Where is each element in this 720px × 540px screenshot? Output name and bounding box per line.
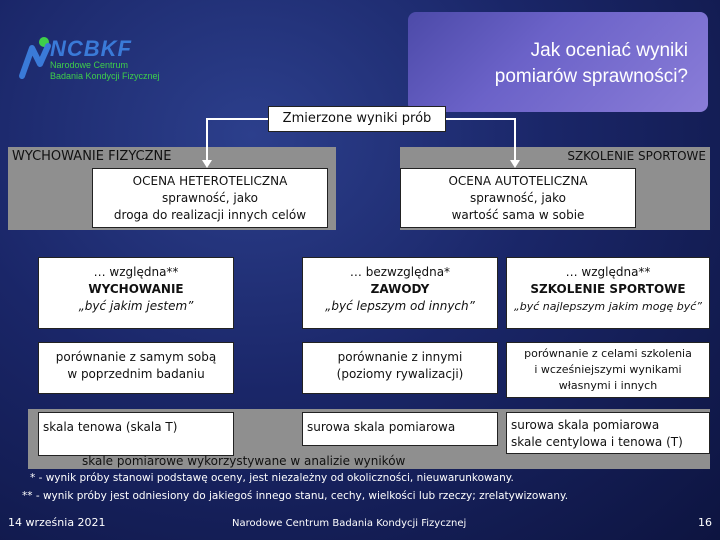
footnote-absolute: * - wynik próby stanowi podstawę oceny, jest niezależny od okoliczności, nieuwarunkowany. (30, 472, 514, 484)
others-comparison-box (302, 342, 498, 394)
scales-caption: skale pomiarowe wykorzystywane w analizie wyników (82, 454, 406, 468)
raw-scale-label: surowa skala pomiarowa (307, 420, 456, 434)
measured-results-box (268, 106, 446, 132)
raw-scale-box (302, 412, 498, 446)
logo-line1: Narodowe Centrum (50, 60, 129, 70)
arrow-down-left-icon (202, 160, 212, 168)
heterotelic-title: OCENA HETEROTELICZNA (132, 174, 288, 188)
connector-left-v (206, 118, 208, 162)
goals-comparison-line1: porównanie z celami szkolenia (524, 347, 692, 360)
page-title-line2: pomiarów sprawności? (494, 66, 688, 87)
title-panel (408, 12, 708, 112)
competition-motto: „być lepszym od innych” (325, 299, 475, 313)
competition-label: ZAWODY (370, 282, 430, 296)
heterotelic-line3: droga do realizacji innych celów (113, 208, 307, 222)
goals-comparison-line3: własnymi i innych (558, 379, 658, 392)
centile-scale-line2: skale centylowa i tenowa (T) (511, 435, 683, 449)
autotelic-line3: wartość sama w sobie (451, 208, 585, 222)
measured-results-label: Zmierzone wyniki prób (282, 111, 432, 126)
sport-training-header: SZKOLENIE SPORTOWE (567, 149, 706, 163)
education-motto: „być jakim jestem” (78, 299, 194, 313)
centile-scale-line1: surowa skala pomiarowa (511, 418, 660, 432)
relative-education-box (38, 257, 234, 329)
centile-scale-box (506, 412, 710, 454)
t-scale-label: skala tenowa (skala T) (43, 420, 178, 434)
relative-training-box (506, 257, 710, 329)
goals-comparison-box (506, 342, 710, 398)
relative-training-label: … względna** (565, 265, 651, 279)
footnote-relative: ** - wynik próby jest odniesiony do jakiegoś innego stanu, cechy, wielkości lub rzeczy; zrelatywizowany. (22, 490, 569, 502)
self-comparison-line1: porównanie z samym sobą (55, 350, 217, 364)
absolute-competition-box (302, 257, 498, 329)
page-title-line1: Jak oceniać wyniki (530, 40, 688, 61)
t-scale-box (38, 412, 234, 456)
connector-left-h (206, 118, 268, 120)
logo-line2: Badania Kondycji Fizycznej (50, 71, 160, 81)
self-comparison-box (38, 342, 234, 394)
heterotelic-line2: sprawność, jako (162, 191, 258, 205)
sport-training-label: SZKOLENIE SPORTOWE (530, 282, 686, 296)
heterotelic-box (92, 168, 328, 228)
logo (10, 28, 180, 90)
others-comparison-line2: (poziomy rywalizacji) (336, 367, 464, 381)
absolute-label: … bezwzględna* (349, 265, 451, 279)
footer-organization: Narodowe Centrum Badania Kondycji Fizycznej (232, 518, 467, 529)
others-comparison-line1: porównanie z innymi (337, 350, 463, 364)
education-label: WYCHOWANIE (88, 282, 184, 296)
autotelic-title: OCENA AUTOTELICZNA (448, 174, 588, 188)
autotelic-box (400, 168, 636, 228)
footer-date: 14 września 2021 (8, 516, 106, 529)
goals-comparison-line2: i wcześniejszymi wynikami (534, 363, 682, 376)
logo-brand: NCBKF (50, 36, 132, 61)
page-number: 16 (698, 516, 712, 529)
self-comparison-line2: w poprzednim badaniu (67, 367, 205, 381)
physical-education-header: WYCHOWANIE FIZYCZNE (12, 149, 172, 164)
connector-right-h (446, 118, 516, 120)
autotelic-line2: sprawność, jako (470, 191, 566, 205)
sport-training-motto: „być najlepszym jakim mogę być” (514, 300, 702, 313)
relative-education-label: … względna** (93, 265, 179, 279)
